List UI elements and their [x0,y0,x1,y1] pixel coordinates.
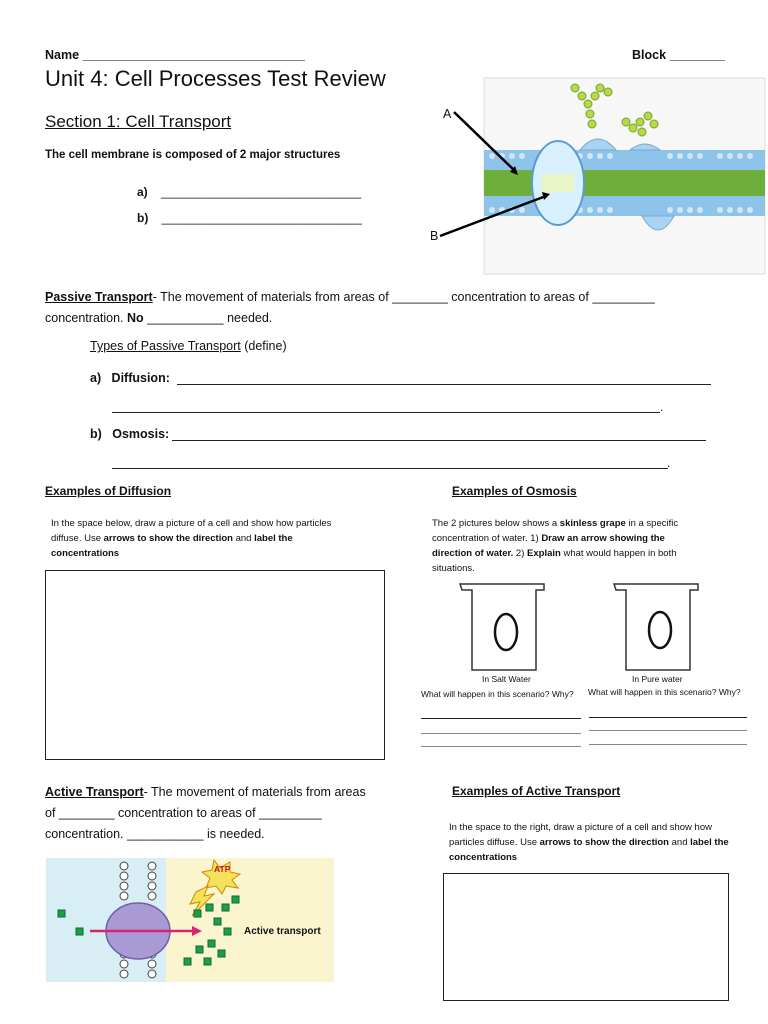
passive-blank-3[interactable]: ___________ [143,311,224,325]
block-field [632,48,725,62]
diffusion-instr-text-1: In the space below, draw a picture of a cell and show how particles diffuse. Use [51,518,332,544]
label-b: B [430,229,439,243]
pure-answer-line-1[interactable] [589,717,747,718]
passive-text-1: - The movement of materials from areas of [152,290,393,304]
osmosis-instr-bold-3: Explain [527,548,561,559]
membrane-prompt: The cell membrane is composed of 2 major structures [45,149,341,161]
atp-label: ATP [214,864,231,874]
osmosis-answer-line-1[interactable] [172,440,706,441]
active-blank-3[interactable]: ___________ [127,827,204,841]
name-label: Name [45,48,83,62]
cell-membrane-figure [430,76,768,276]
osmosis-instr-bold-2: Draw an arrow showing the direction of water. [432,533,665,559]
structure-b-blank[interactable]: ______________________________ [161,211,362,225]
name-field [45,48,305,62]
diffusion-row [90,371,170,385]
active-instr-bold-2: label the concentrations [449,837,729,863]
page-title: Unit 4: Cell Processes Test Review [45,66,386,91]
structure-a-blank[interactable]: ______________________________ [161,185,362,199]
beaker-pure-water-label: In Pure water [632,674,683,684]
section-heading: Section 1: Cell Transport [45,112,232,131]
passive-text-2: concentration to areas of [447,290,593,304]
active-blank-1[interactable]: ________ [58,806,115,820]
diffusion-term: Diffusion: [111,371,170,385]
active-transport-figure-label: Active transport [244,926,321,937]
item-b-label: b) [137,211,149,225]
salt-answer-line-1[interactable] [421,718,581,719]
label-a: A [443,107,452,121]
active-drawing-box[interactable] [443,873,729,1001]
active-transport-diagram [46,858,334,982]
active-instr-bold-1: arrows to show the direction [539,837,669,848]
types-suffix: (define) [240,339,287,353]
osmosis-period: . [667,456,671,470]
diffusion-instr-bold-2: label the concentrations [51,533,293,559]
passive-transport-definition [45,287,725,329]
active-transport-term: Active Transport [45,785,144,799]
types-heading-row [90,339,287,353]
osmosis-answer-line-2[interactable] [112,468,668,469]
pure-water-question: What will happen in this scenario? Why? [588,687,741,697]
active-text-5: is needed. [203,827,265,841]
diffusion-label: a) [90,371,102,385]
osmosis-term: Osmosis: [112,427,170,441]
name-blank[interactable]: ________________________________ [82,48,305,62]
diffusion-instructions [51,516,351,561]
osmosis-instructions [432,516,707,576]
passive-text-3: concentration. [45,311,127,325]
passive-blank-1[interactable]: ________ [392,290,448,304]
pure-answer-line-2[interactable] [589,730,747,731]
active-examples-heading: Examples of Active Transport [452,784,621,798]
active-instr-text-1: In the space to the right, draw a picture of a cell and show how particles diffuse. Use [449,822,712,848]
osmosis-instr-text-3: 2) [513,548,528,559]
diffusion-examples-heading: Examples of Diffusion [45,484,172,498]
diffusion-answer-line-1[interactable] [177,384,711,385]
diffusion-period: . [660,400,664,414]
osmosis-label: b) [90,427,102,441]
salt-answer-line-2[interactable] [421,733,581,734]
block-blank[interactable]: ________ [669,48,726,62]
active-text-1: - The movement of materials from areas [143,785,366,799]
diffusion-answer-line-2[interactable] [112,412,660,413]
passive-transport-term: Passive Transport [45,290,153,304]
salt-water-question: What will happen in this scenario? Why? [421,689,574,699]
passive-blank-2[interactable]: _________ [592,290,655,304]
active-transport-definition [45,782,415,845]
beaker-salt-water-label: In Salt Water [482,674,531,684]
structure-b-row [137,211,362,225]
beaker-pure-water-icon [612,582,702,674]
diffusion-drawing-box[interactable] [45,570,385,760]
no-word: No [127,311,144,325]
structure-a-row [137,185,361,199]
active-blank-2[interactable]: _________ [259,806,322,820]
item-a-label: a) [137,185,148,199]
active-instr-text-2: and [668,837,691,848]
active-transport-figure [46,858,334,982]
block-label: Block [632,48,670,62]
osmosis-instr-text-1: The 2 pictures below shows a [432,518,560,529]
diffusion-instr-bold-1: arrows to show the direction [103,533,233,544]
active-text-3: concentration to areas of [114,806,260,820]
active-text-4: concentration. [45,827,127,841]
beaker-salt-water-icon [458,582,548,674]
osmosis-row [90,427,169,441]
osmosis-examples-heading: Examples of Osmosis [452,484,577,498]
types-heading: Types of Passive Transport [90,339,241,353]
salt-answer-line-3[interactable] [421,746,581,747]
pure-answer-line-3[interactable] [589,744,747,745]
diffusion-instr-text-2: and [232,533,255,544]
active-text-2: of [45,806,59,820]
osmosis-instr-bold-1: skinless grape [559,518,626,529]
active-examples-instructions [449,820,739,865]
passive-text-4: needed. [223,311,273,325]
osmosis-instr-text-4: what would happen in both situations. [432,548,677,574]
osmosis-instr-text-2: in a specific concentration of water. 1) [432,518,679,544]
